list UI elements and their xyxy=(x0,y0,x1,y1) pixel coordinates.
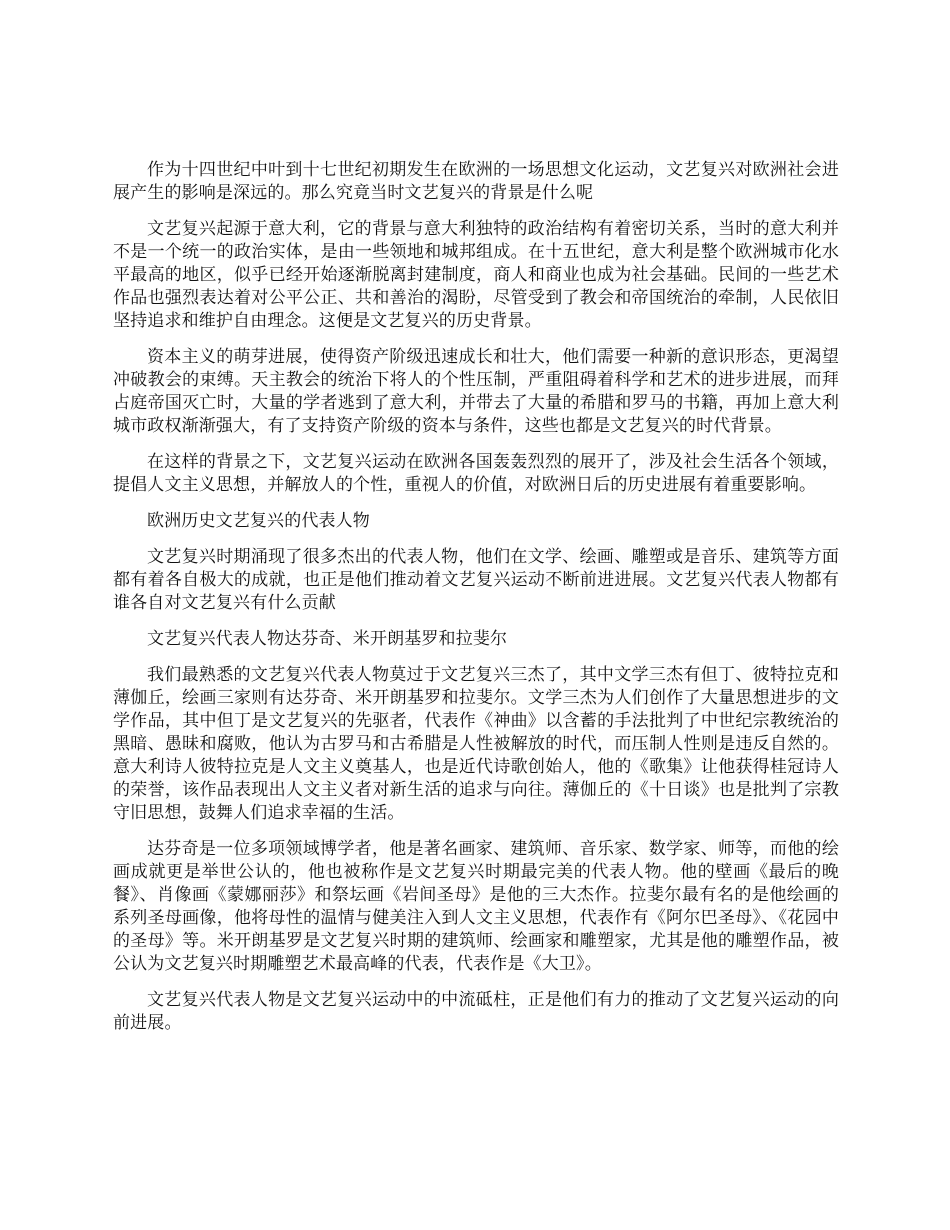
paragraph-artists: 达芬奇是一位多项领域博学者，他是著名画家、建筑师、音乐家、数学家、师等，而他的绘画成就更是举世公认的，他也被称作是文艺复兴时期最完美的代表人物。他的壁画《最后的晚餐》、肖像画《蒙娜丽莎》和祭坛画《岩间圣母》是他的三大杰作。拉斐尔最有名的是他绘画的系列圣母画像，他将母性的温情与健美注入到人文主义思想，代表作有《阿尔巴圣母》、《花园中的圣母》等。米开朗基罗是文艺复兴时期的建筑师、绘画家和雕塑家，尤其是他的雕塑作品，被公认为文艺复兴时期雕塑艺术最高峰的代表，代表作是《大卫》。 xyxy=(113,839,839,974)
paragraph-literary-masters: 我们最熟悉的文艺复兴代表人物莫过于文艺复兴三杰了，其中文学三杰有但丁、彼特拉克和薄伽丘，绘画三家则有达芬奇、米开朗基罗和拉斐尔。文学三杰为人们创作了大量思想进步的文学作品，其中但丁是文艺复兴的先驱者，代表作《神曲》以含蓄的手法批判了中世纪宗教统治的黑暗、愚昧和腐败，他认为古罗马和古希腊是人性被解放的时代，而压制人性则是违反自然的。意大利诗人彼特拉克是人文主义奠基人，也是近代诗歌创始人，他的《歌集》让他获得桂冠诗人的荣誉，该作品表现出人文主义者对新生活的追求与向往。薄伽丘的《十日谈》也是批判了宗教守旧思想，鼓舞人们追求幸福的生活。 xyxy=(113,665,839,823)
paragraph-figures-intro: 文艺复兴时期涌现了很多杰出的代表人物，他们在文学、绘画、雕塑或是音乐、建筑等方面都有着各自极大的成就，也正是他们推动着文艺复兴运动不断前进进展。文艺复兴代表人物都有谁各自对文艺复兴有什么贡献 xyxy=(113,547,839,613)
section-heading-figures: 欧洲历史文艺复兴的代表人物 xyxy=(147,511,370,531)
paragraph-movement: 在这样的背景之下，文艺复兴运动在欧洲各国轰轰烈烈的展开了，涉及社会生活各个领域，提倡人文主义思想，并解放人的个性，重视人的价值，对欧洲日后的历史进展有着重要影响。 xyxy=(113,452,839,495)
paragraph-conclusion: 文艺复兴代表人物是文艺复兴运动中的中流砥柱，正是他们有力的推动了文艺复兴运动的向前进展。 xyxy=(113,990,839,1033)
paragraph-origin: 文艺复兴起源于意大利，它的背景与意大利独特的政治结构有着密切关系，当时的意大利并不是一个统一的政治实体，是由一些领地和城邦组成。在十五世纪，意大利是整个欧洲城市化水平最高的地区，似乎已经开始逐渐脱离封建制度，商人和商业也成为社会基础。民间的一些艺术作品也强烈表达着对公平公正、共和善治的渴盼，尽管受到了教会和帝国统治的牵制，人民依旧坚持追求和维护自由理念。这便是文艺复兴的历史背景。 xyxy=(113,219,839,331)
paragraph-capitalism: 资本主义的萌芽进展，使得资产阶级迅速成长和壮大，他们需要一种新的意识形态，更渴望冲破教会的束缚。天主教会的统治下将人的个性压制，严重阻碍着科学和艺术的进步进展，而拜占庭帝国灭亡时，大量的学者逃到了意大利，并带去了大量的希腊和罗马的书籍，再加上意大利城市政权渐渐强大，有了支持资产阶级的资本与条件，这些也都是文艺复兴的时代背景。 xyxy=(113,347,839,436)
section-heading-three-masters: 文艺复兴代表人物达芬奇、米开朗基罗和拉斐尔 xyxy=(147,629,508,649)
document-page xyxy=(113,159,839,1048)
paragraph-intro: 作为十四世纪中叶到十七世纪初期发生在欧洲的一场思想文化运动，文艺复兴对欧洲社会进展产生的影响是深远的。那么究竟当时文艺复兴的背景是什么呢 xyxy=(113,160,839,203)
